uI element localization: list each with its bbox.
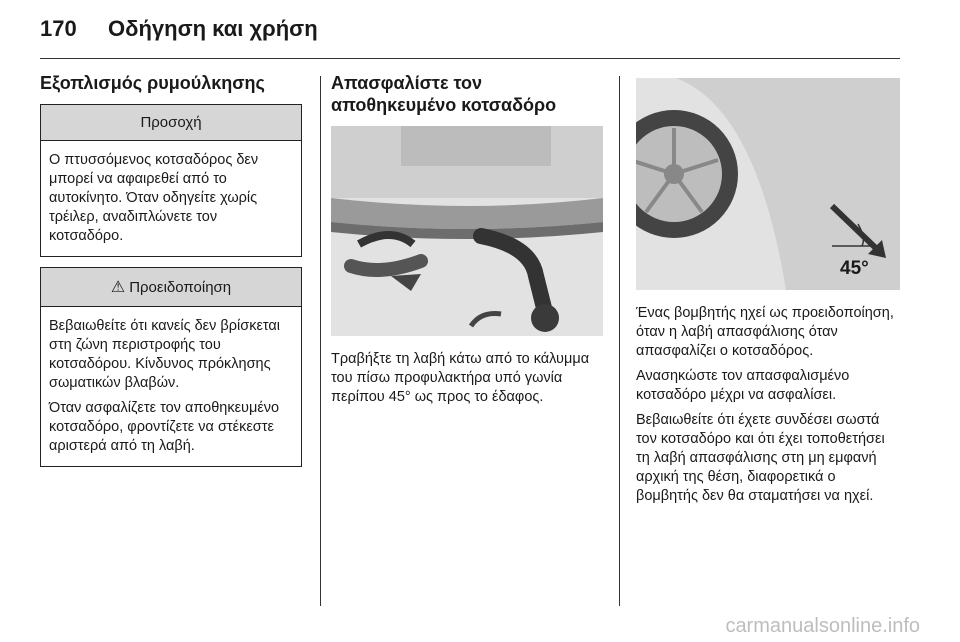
section-title: Εξοπλισμός ρυμούλκησης [40, 73, 265, 93]
caution-text: Ο πτυσσόμενος κοτσαδόρος δεν μπορεί να αφαιρεθεί από το αυτοκίνητο. Όταν οδηγείτε χωρίς τρέιλερ, αναδιπλώνετε τον κοτσαδόρο. [49, 152, 259, 244]
figure-handle-release [331, 126, 603, 336]
warning-paragraph: Όταν ασφαλίζετε τον αποθηκευμένο κοτσαδόρο, φροντίζετε να στέκεστε αριστερά από τη λαβή. [49, 400, 280, 454]
section-title: Απασφαλίστε τον αποθηκευμένο κοτσαδόρο [331, 73, 557, 115]
column-divider-left [320, 76, 321, 606]
column-divider-right [619, 76, 620, 606]
warning-box [40, 267, 302, 467]
instruction-text: Τραβήξτε τη λαβή κάτω από το κάλυμμα του πίσω προφυλακτήρα υπό γωνία περίπου 45° ως προς το έδαφος. [331, 351, 590, 405]
warning-heading-row [41, 268, 301, 307]
body-paragraph: Βεβαιωθείτε ότι έχετε συνδέσει σωστά τον κοτσαδόρο και ότι έχει τοποθετήσει τη λαβή απασφάλισης στη μη εμφανή αρχική της θέση, διαφορετικά ο βομβητής δεν θα σταματήσει να ηχεί. [636, 412, 885, 504]
middle-column [331, 72, 603, 413]
warning-triangle-icon: ⚠ [110, 279, 126, 296]
right-column [636, 72, 900, 512]
towbar-underside-illustration [331, 126, 603, 336]
watermark: carmanualsonline.info [725, 615, 920, 637]
angle-label: 45° [840, 258, 869, 279]
caution-heading: Προσοχή [41, 105, 301, 141]
page-header [40, 16, 920, 56]
caution-box [40, 104, 302, 257]
header-rule [40, 58, 900, 59]
left-column [40, 72, 302, 475]
warning-heading: Προειδοποίηση [129, 279, 232, 296]
page-number: 170 [40, 16, 77, 41]
warning-paragraph: Βεβαιωθείτε ότι κανείς δεν βρίσκεται στη ζώνη περιστροφής του κοτσαδόρου. Κίνδυνος πρόκλησης σωματικών βλαβών. [49, 318, 281, 391]
body-paragraph: Ένας βομβητής ηχεί ως προειδοποίηση, όταν η λαβή απασφάλισης όταν απασφαλίζει ο κοτσαδόρος. [636, 305, 894, 359]
figure-wheel-angle [636, 78, 900, 290]
page-title: Οδήγηση και χρήση [108, 16, 318, 41]
warning-body [41, 307, 301, 466]
body-paragraph: Ανασηκώστε τον απασφαλισμένο κοτσαδόρο μέχρι να ασφαλίσει. [636, 368, 850, 403]
caution-body [41, 141, 301, 256]
